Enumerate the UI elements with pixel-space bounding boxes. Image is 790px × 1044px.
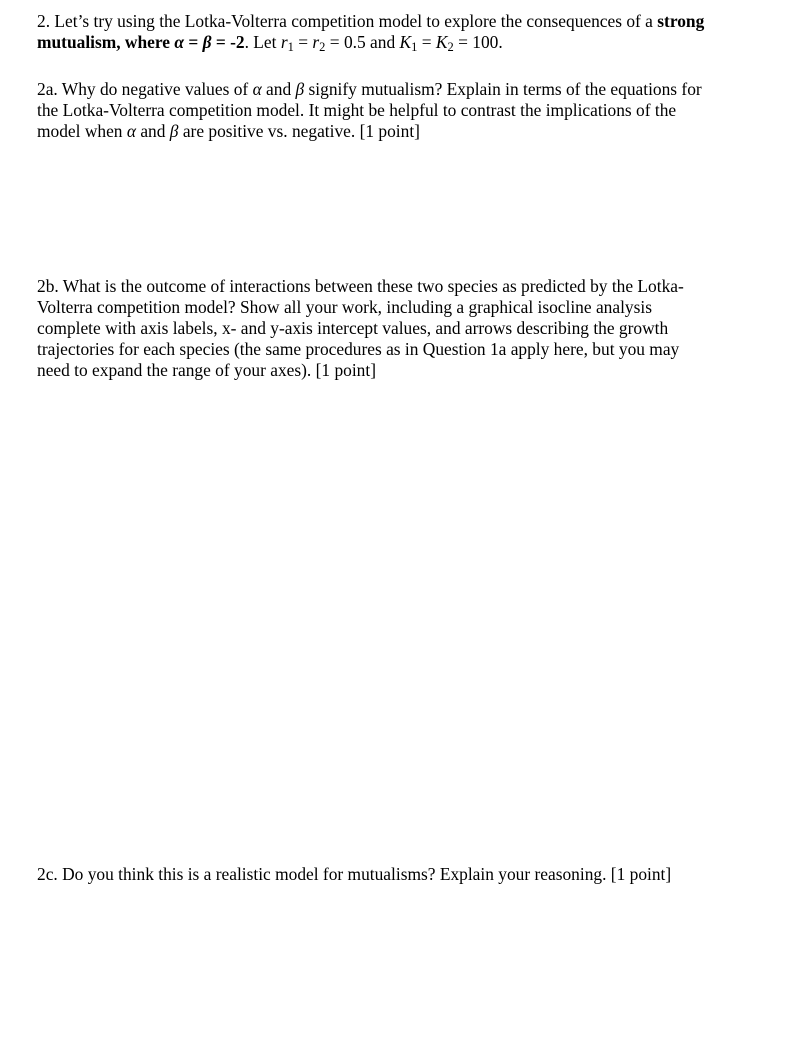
- alpha-symbol: α: [252, 79, 262, 99]
- k2-symbol: K: [435, 32, 448, 52]
- question-2-bold-mutualism: mutualism, where α = β = -2: [37, 32, 245, 52]
- beta-symbol: β: [295, 79, 305, 99]
- question-2a-line-3: model when α and β are positive vs. negative. [1 point]: [37, 121, 420, 141]
- question-2b-line-5: need to expand the range of your axes). [1 point]: [37, 360, 376, 380]
- question-2b-line-2: Volterra competition model? Show all your work, including a graphical isocline analysis: [37, 297, 652, 317]
- beta-symbol: β: [202, 32, 212, 52]
- r2-symbol: r: [312, 32, 320, 52]
- question-2b: [37, 276, 777, 381]
- question-2c-line-1: 2c. Do you think this is a realistic model for mutualisms? Explain your reasoning. [1 point]: [37, 864, 672, 884]
- beta-symbol: β: [169, 121, 179, 141]
- question-2c: [37, 864, 777, 885]
- alpha-symbol: α: [126, 121, 136, 141]
- question-2a-line-1: 2a. Why do negative values of α and β signify mutualism? Explain in terms of the equations for: [37, 79, 702, 99]
- question-2a-line-2: the Lotka-Volterra competition model. It might be helpful to contrast the implications of the: [37, 100, 677, 120]
- question-2b-line-3: complete with axis labels, x- and y-axis intercept values, and arrows describing the growth: [37, 318, 669, 338]
- question-2-line-2: mutualism, where α = β = -2. Let $r_1 = r_2 = 0.5$ and $K_1 = K_2 = 100$.: [37, 32, 503, 55]
- question-2-bold-strong: strong: [657, 11, 705, 31]
- question-2-text: 2. Let’s try using the Lotka-Volterra competition model to explore the consequences of a: [37, 11, 658, 31]
- question-2-line-1: [37, 11, 777, 32]
- question-2b-line-1: 2b. What is the outcome of interactions between these two species as predicted by the Lotka-: [37, 276, 684, 296]
- question-2a: [37, 79, 777, 142]
- k1-symbol: K: [399, 32, 412, 52]
- r1-symbol: r: [280, 32, 288, 52]
- question-2b-line-4: trajectories for each species (the same procedures as in Question 1a apply here, but you may: [37, 339, 680, 359]
- alpha-symbol: α: [174, 32, 184, 52]
- question-2: [37, 11, 777, 53]
